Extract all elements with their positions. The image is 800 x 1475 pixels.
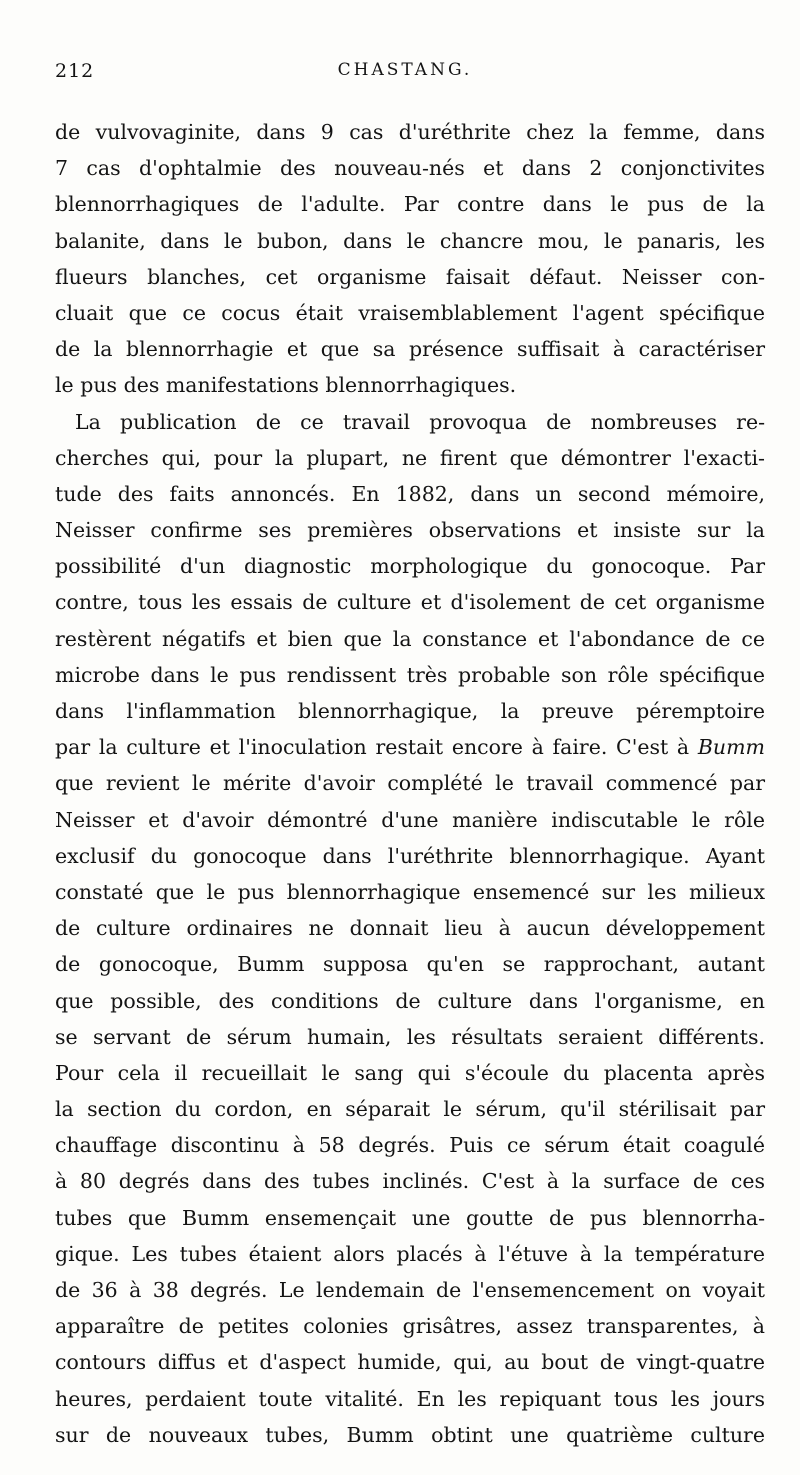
text-line: chauffage discontinu à 58 degrés. Puis ce sérum était coagulé — [55, 1133, 765, 1158]
text-line: 7 cas d'ophtalmie des nouveau-nés et dans 2 conjonctivites — [55, 156, 765, 181]
text-line: contours diffus et d'aspect humide, qui, au bout de vingt-quatre — [55, 1350, 765, 1375]
text-line: blennorrhagiques de l'adulte. Par contre dans le pus de la — [55, 192, 765, 217]
text-line: sur de nouveaux tubes, Bumm obtint une quatrième culture — [55, 1422, 765, 1447]
text-line: apparaître de petites colonies grisâtres, assez transparentes, à — [55, 1314, 765, 1339]
italic-author-name: Bumm — [697, 735, 765, 760]
text-line: de vulvovaginite, dans 9 cas d'uréthrite chez la femme, dans — [55, 120, 765, 144]
text-line: balanite, dans le bubon, dans le chancre mou, le panaris, les — [55, 228, 765, 253]
text-line: heures, perdaient toute vitalité. En les repiquant tous les jours — [55, 1386, 765, 1411]
text-line: Neisser confirme ses premières observations et insiste sur la — [55, 518, 765, 543]
text-line: que revient le mérite d'avoir complété le travail commencé par — [55, 771, 765, 796]
page-header — [55, 60, 755, 90]
text-line: cluait que ce cocus était vraisemblablement l'agent spécifique — [55, 300, 765, 325]
text-line: constaté que le pus blennorrhagique ensemencé sur les milieux — [55, 879, 765, 904]
body-text — [55, 114, 765, 1453]
text-line: de culture ordinaires ne donnait lieu à aucun développement — [55, 916, 765, 941]
text-line: exclusif du gonocoque dans l'uréthrite blennorrhagique. Ayant — [55, 843, 765, 868]
text-line — [55, 729, 765, 765]
text-line: flueurs blanches, cet organisme faisait défaut. Neisser con- — [55, 264, 765, 289]
text-line: dans l'inflammation blennorrhagique, la preuve péremptoire — [55, 699, 765, 723]
text-line: cherches qui, pour la plupart, ne firent que démontrer l'exacti- — [55, 445, 765, 470]
paragraph-start-line: La publication de ce travail provoqua de nombreuses re- — [75, 409, 765, 434]
running-title: CHASTANG. — [337, 60, 473, 80]
text-line: Pour cela il recueillait le sang qui s'écoule du placenta après — [55, 1060, 765, 1085]
text-line: se servant de sérum humain, les résultats seraient différents. — [55, 1024, 765, 1049]
text-line: contre, tous les essais de culture et d'isolement de cet organisme — [55, 590, 765, 615]
text-line: tude des faits annoncés. En 1882, dans un second mémoire, — [55, 481, 765, 506]
text-line: de 36 à 38 degrés. Le lendemain de l'ensemencement on voyait — [55, 1278, 765, 1302]
text-line-segment: par la culture et l'inoculation restait encore à faire. C'est à — [55, 735, 698, 760]
text-line: microbe dans le pus rendissent très probable son rôle spécifique — [55, 662, 765, 687]
text-line: que possible, des conditions de culture dans l'organisme, en — [55, 988, 765, 1013]
text-line: la section du cordon, en séparait le sérum, qu'il stérilisait par — [55, 1097, 765, 1122]
text-line: possibilité d'un diagnostic morphologique du gonocoque. Par — [55, 554, 765, 579]
paragraph-end-line: le pus des manifestations blennorrhagiques. — [55, 373, 517, 398]
text-line: tubes que Bumm ensemençait une goutte de pus blennorrha- — [55, 1205, 765, 1230]
text-line: gique. Les tubes étaient alors placés à l'étuve à la température — [55, 1241, 765, 1266]
text-line: de gonocoque, Bumm supposa qu'en se rapprochant, autant — [55, 952, 765, 977]
text-line: restèrent négatifs et bien que la constance et l'abondance de ce — [55, 626, 765, 651]
page-number: 212 — [55, 60, 95, 82]
text-line: de la blennorrhagie et que sa présence suffisait à caractériser — [55, 337, 765, 362]
text-line: Neisser et d'avoir démontré d'une manière indiscutable le rôle — [55, 807, 765, 832]
text-line: à 80 degrés dans des tubes inclinés. C'est à la surface de ces — [55, 1169, 765, 1194]
